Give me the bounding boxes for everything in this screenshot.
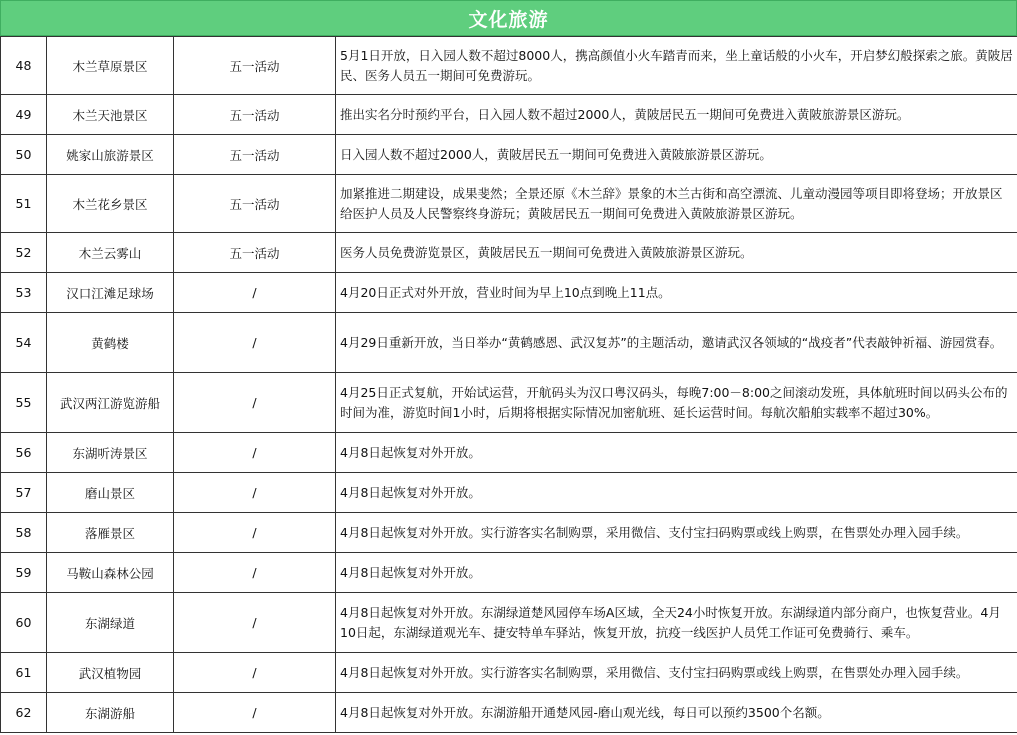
description: 4月8日起恢复对外开放。 bbox=[336, 473, 1017, 513]
description: 4月25日正式复航，开始试运营，开航码头为汉口粤汉码头，每晚7:00－8:00之间滚动发班，具体航班时间以码头公布的时间为准，游览时间1小时，后期将根据实际情况加密航班、延长运营时间。每航次船舶实载率不超过30%。 bbox=[336, 373, 1017, 433]
activity-type: 五一活动 bbox=[174, 135, 336, 175]
table-row bbox=[1, 175, 1017, 233]
scenic-spot-name: 东湖绿道 bbox=[47, 593, 174, 653]
activity-type: / bbox=[174, 433, 336, 473]
scenic-spot-name: 马鞍山森林公园 bbox=[47, 553, 174, 593]
table-row bbox=[1, 313, 1017, 373]
scenic-spot-name: 东湖游船 bbox=[47, 693, 174, 733]
scenic-spot-name: 姚家山旅游景区 bbox=[47, 135, 174, 175]
scenic-spot-name: 落雁景区 bbox=[47, 513, 174, 553]
row-number: 62 bbox=[1, 693, 47, 733]
row-number: 60 bbox=[1, 593, 47, 653]
table-row bbox=[1, 273, 1017, 313]
row-number: 59 bbox=[1, 553, 47, 593]
row-number: 54 bbox=[1, 313, 47, 373]
row-number: 52 bbox=[1, 233, 47, 273]
row-number: 49 bbox=[1, 95, 47, 135]
table-row bbox=[1, 37, 1017, 95]
row-number: 51 bbox=[1, 175, 47, 233]
description: 医务人员免费游览景区，黄陂居民五一期间可免费进入黄陂旅游景区游玩。 bbox=[336, 233, 1017, 273]
row-number: 48 bbox=[1, 37, 47, 95]
table-row bbox=[1, 593, 1017, 653]
tourism-table bbox=[0, 36, 1017, 733]
description: 加紧推进二期建设，成果斐然；全景还原《木兰辞》景象的木兰古街和高空漂流、儿童动漫园等项目即将登场；开放景区给医护人员及人民警察终身游玩；黄陂居民五一期间可免费进入黄陂旅游景区游玩。 bbox=[336, 175, 1017, 233]
activity-type: / bbox=[174, 693, 336, 733]
activity-type: 五一活动 bbox=[174, 175, 336, 233]
table-row bbox=[1, 653, 1017, 693]
description: 4月8日起恢复对外开放。东湖绿道楚风园停车场A区域，全天24小时恢复开放。东湖绿道内部分商户，也恢复营业。4月10日起，东湖绿道观光车、捷安特单车驿站，恢复开放，抗疫一线医护人员凭工作证可免费骑行、乘车。 bbox=[336, 593, 1017, 653]
row-number: 53 bbox=[1, 273, 47, 313]
description: 日入园人数不超过2000人，黄陂居民五一期间可免费进入黄陂旅游景区游玩。 bbox=[336, 135, 1017, 175]
section-title: 文化旅游 bbox=[0, 0, 1017, 36]
description: 4月8日起恢复对外开放。实行游客实名制购票，采用微信、支付宝扫码购票或线上购票，在售票处办理入园手续。 bbox=[336, 653, 1017, 693]
scenic-spot-name: 黄鹤楼 bbox=[47, 313, 174, 373]
table-row bbox=[1, 135, 1017, 175]
row-number: 55 bbox=[1, 373, 47, 433]
activity-type: / bbox=[174, 653, 336, 693]
row-number: 56 bbox=[1, 433, 47, 473]
activity-type: 五一活动 bbox=[174, 37, 336, 95]
row-number: 61 bbox=[1, 653, 47, 693]
activity-type: 五一活动 bbox=[174, 95, 336, 135]
activity-type: / bbox=[174, 373, 336, 433]
activity-type: / bbox=[174, 473, 336, 513]
description: 4月29日重新开放，当日举办“黄鹤感恩、武汉复苏”的主题活动，邀请武汉各领域的“战疫者”代表敲钟祈福、游园赏春。 bbox=[336, 313, 1017, 373]
table-row bbox=[1, 693, 1017, 733]
activity-type: 五一活动 bbox=[174, 233, 336, 273]
description: 5月1日开放，日入园人数不超过8000人，携高颜值小火车踏青而来，坐上童话般的小火车，开启梦幻般探索之旅。黄陂居民、医务人员五一期间可免费游玩。 bbox=[336, 37, 1017, 95]
description: 4月8日起恢复对外开放。东湖游船开通楚风园-磨山观光线，每日可以预约3500个名额。 bbox=[336, 693, 1017, 733]
scenic-spot-name: 木兰草原景区 bbox=[47, 37, 174, 95]
table-row bbox=[1, 553, 1017, 593]
scenic-spot-name: 木兰云雾山 bbox=[47, 233, 174, 273]
activity-type: / bbox=[174, 273, 336, 313]
table-row bbox=[1, 95, 1017, 135]
table-row bbox=[1, 473, 1017, 513]
scenic-spot-name: 东湖听涛景区 bbox=[47, 433, 174, 473]
table-row bbox=[1, 233, 1017, 273]
table-row bbox=[1, 513, 1017, 553]
activity-type: / bbox=[174, 553, 336, 593]
description: 4月8日起恢复对外开放。 bbox=[336, 433, 1017, 473]
scenic-spot-name: 磨山景区 bbox=[47, 473, 174, 513]
scenic-spot-name: 汉口江滩足球场 bbox=[47, 273, 174, 313]
table-row bbox=[1, 433, 1017, 473]
description: 4月8日起恢复对外开放。实行游客实名制购票，采用微信、支付宝扫码购票或线上购票，在售票处办理入园手续。 bbox=[336, 513, 1017, 553]
row-number: 50 bbox=[1, 135, 47, 175]
description: 4月20日正式对外开放，营业时间为早上10点到晚上11点。 bbox=[336, 273, 1017, 313]
description: 推出实名分时预约平台，日入园人数不超过2000人，黄陂居民五一期间可免费进入黄陂旅游景区游玩。 bbox=[336, 95, 1017, 135]
row-number: 58 bbox=[1, 513, 47, 553]
row-number: 57 bbox=[1, 473, 47, 513]
activity-type: / bbox=[174, 313, 336, 373]
scenic-spot-name: 武汉植物园 bbox=[47, 653, 174, 693]
scenic-spot-name: 武汉两江游览游船 bbox=[47, 373, 174, 433]
activity-type: / bbox=[174, 593, 336, 653]
description: 4月8日起恢复对外开放。 bbox=[336, 553, 1017, 593]
table-row bbox=[1, 373, 1017, 433]
scenic-spot-name: 木兰花乡景区 bbox=[47, 175, 174, 233]
activity-type: / bbox=[174, 513, 336, 553]
scenic-spot-name: 木兰天池景区 bbox=[47, 95, 174, 135]
